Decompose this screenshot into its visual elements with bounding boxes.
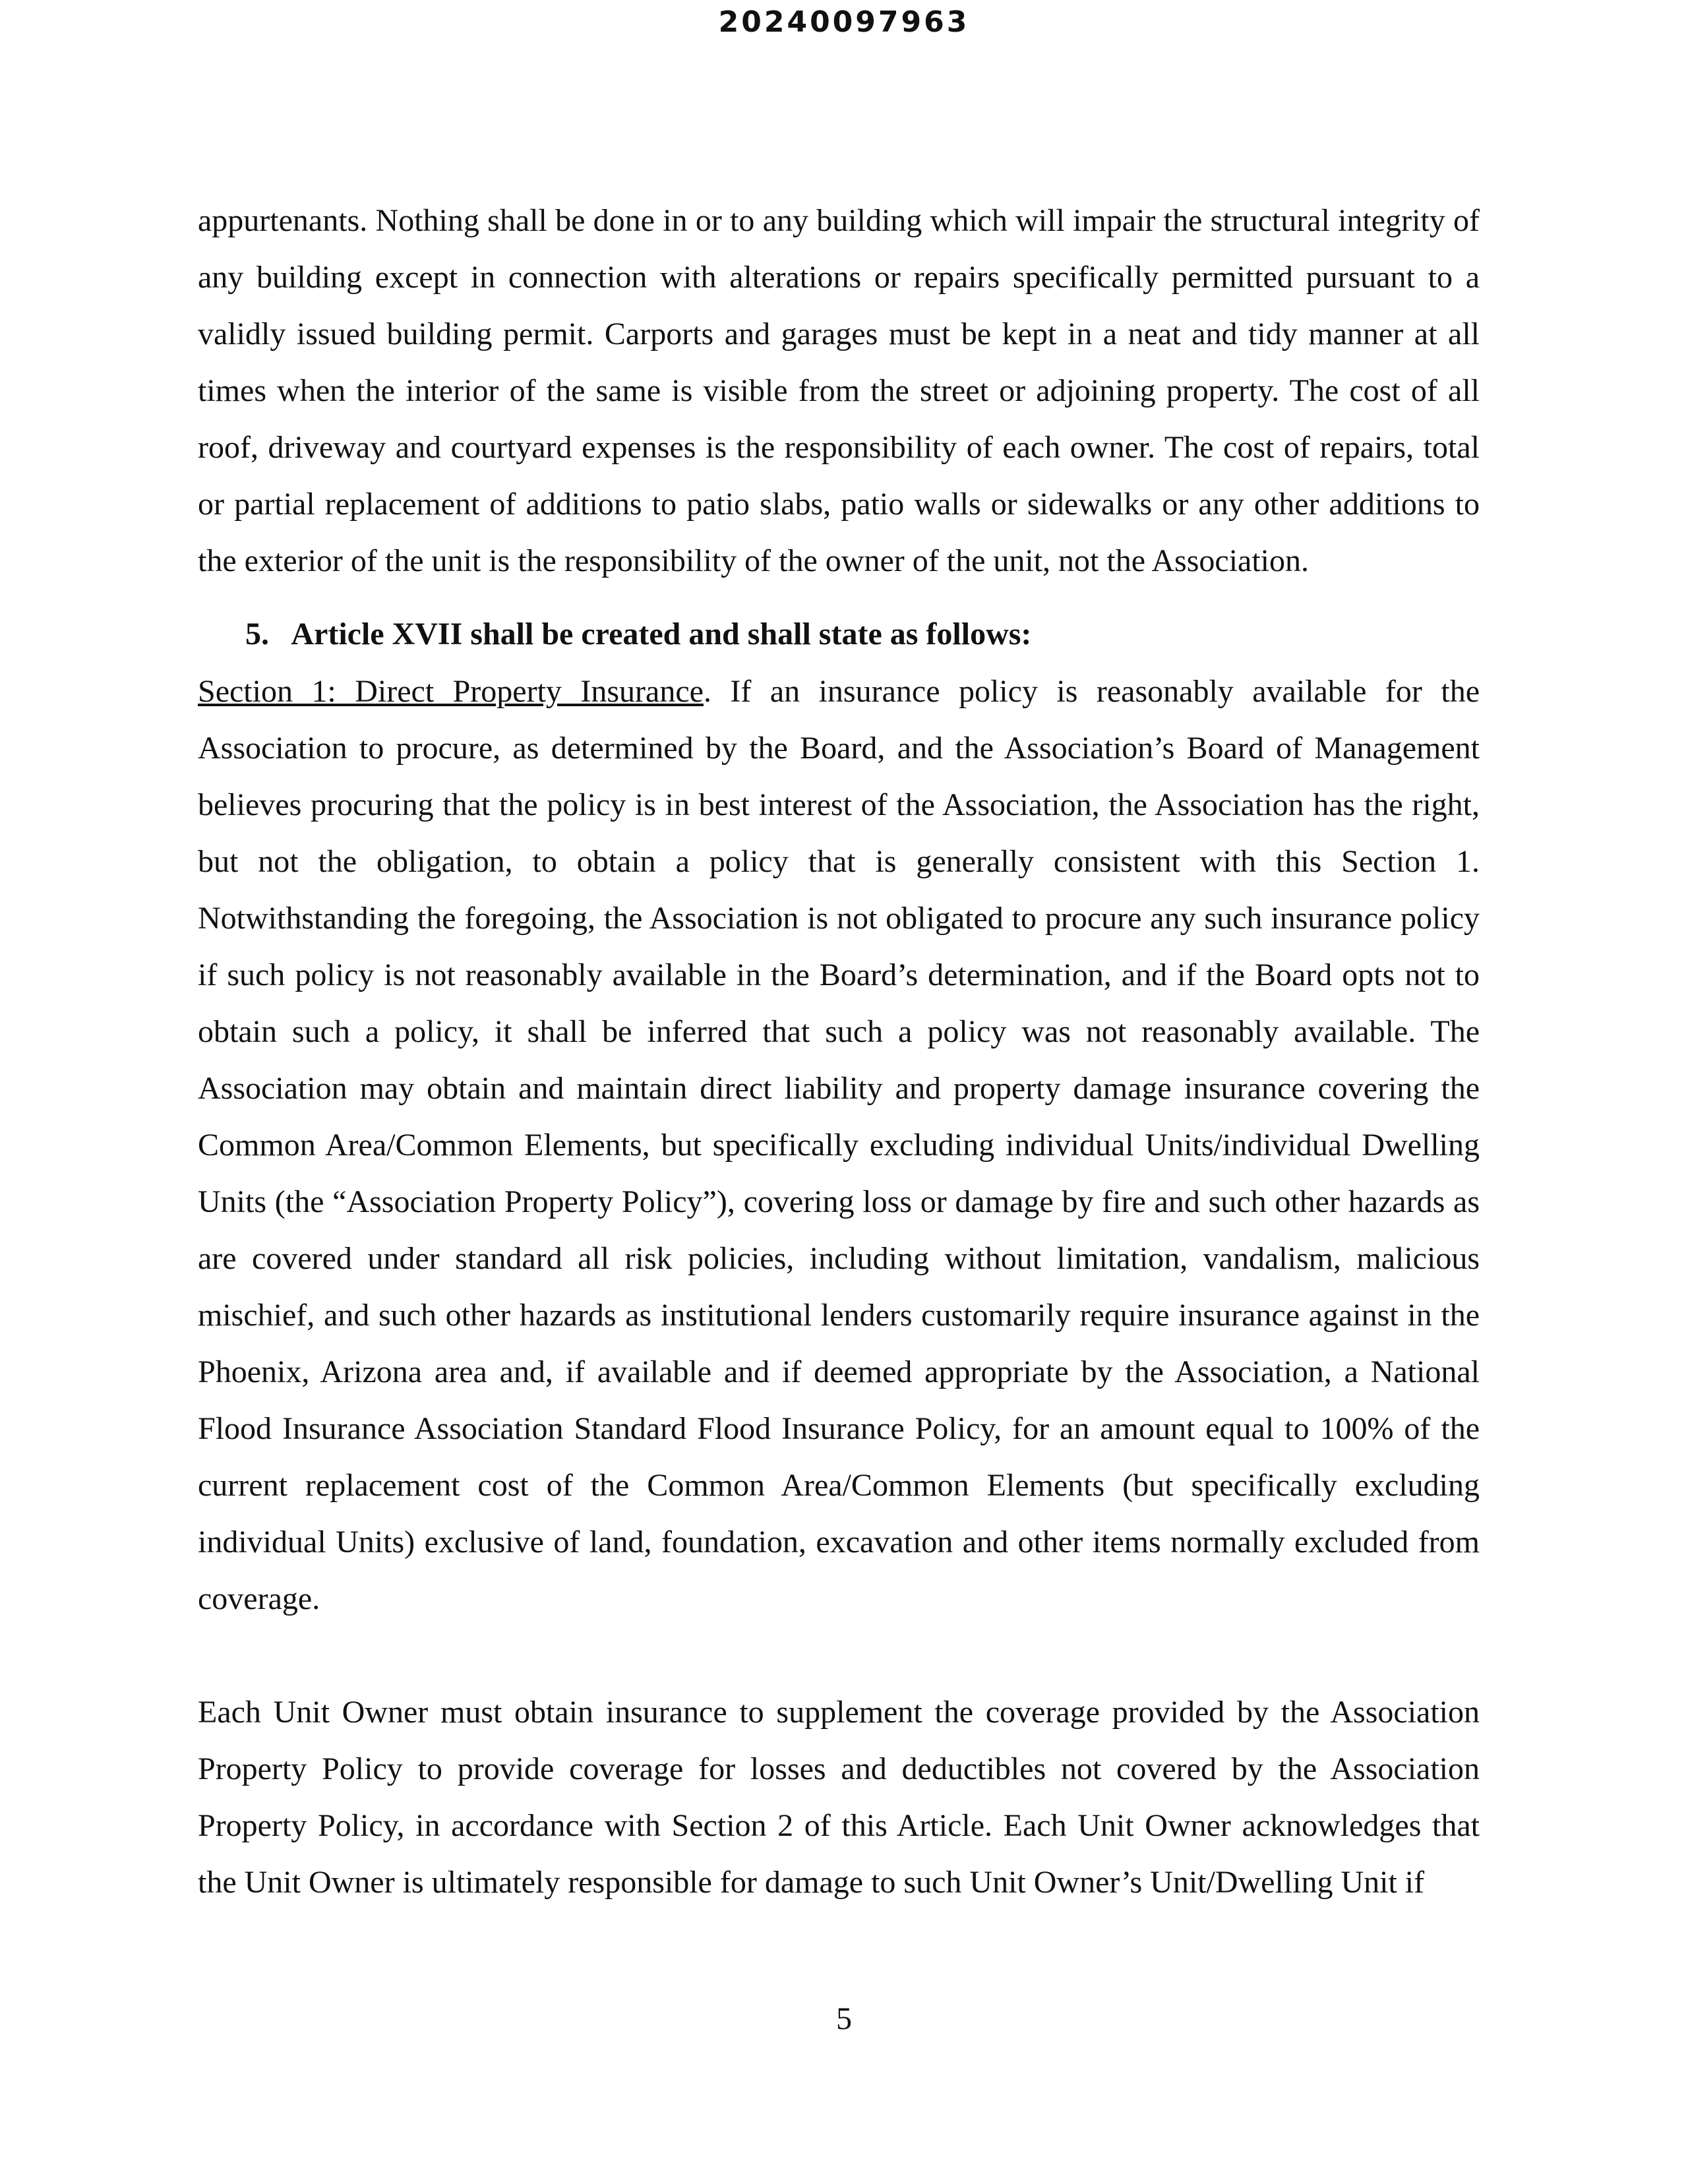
article-heading-text: Article XVII shall be created and shall state as follows:	[291, 617, 1032, 652]
paragraph-unit-owner: Each Unit Owner must obtain insurance to supplement the coverage provided by the Association Property Policy to provide coverage for losses and deductibles not covered by the Association Property Policy, in accordance with Section 2 of this Article. Each Unit Owner acknowledges that the Unit Owner is ultimately responsible for damage to such Unit Owner’s Unit/Dwelling Unit if	[198, 1695, 1480, 1900]
section-1-title: Section 1: Direct Property Insurance	[198, 674, 704, 709]
section-1-text: If an insurance policy is reasonably available for the Association to procure, as determined by the Board, and the Association’s Board of Management believes procuring that the policy is in best interest of the Association, the Association has the right, but not the obligation, to obtain a policy that is generally consistent with this Section 1. Notwithstanding the foregoing, the Association is not obligated to procure any such insurance policy if such policy is not reasonably available in the Board’s determination, and if the Board opts not to obtain such a policy, it shall be inferred that such a policy was not reasonably available. The Association may obtain and maintain direct liability and property damage insurance covering the Common Area/Common Elements, but specifically excluding individual Units/individual Dwelling Units (the “Association Property Policy”), covering loss or damage by fire and such other hazards as are covered under standard all risk policies, including without limitation, vandalism, malicious mischief, and such other hazards as institutional lenders customarily require insurance against in the Phoenix, Arizona area and, if available and if deemed appropriate by the Association, a National Flood Insurance Association Standard Flood Insurance Policy, for an amount equal to 100% of the current replacement cost of the Common Area/Common Elements (but specifically excluding individual Units) exclusive of land, foundation, excavation and other items normally excluded from coverage.	[198, 674, 1480, 1616]
page-number: 5	[836, 2001, 852, 2036]
document-number: 20240097963	[718, 5, 970, 39]
article-heading	[198, 605, 1480, 663]
article-item-number: 5.	[245, 617, 269, 652]
paragraph-maintenance: appurtenants. Nothing shall be done in or to any building which will impair the structural integrity of any building except in connection with alterations or repairs specifically permitted pursuant to a validly issued building permit. Carports and garages must be kept in a neat and tidy manner at all times when the interior of the same is visible from the street or adjoining property. The cost of all roof, driveway and courtyard expenses is the responsibility of each owner. The cost of repairs, total or partial replacement of additions to patio slabs, patio walls or sidewalks or any other additions to the exterior of the unit is the responsibility of the owner of the unit, not the Association.	[198, 203, 1480, 578]
document-body	[198, 193, 1480, 1911]
paragraph-section-1	[198, 663, 1480, 1627]
section-1-title-punct: .	[703, 674, 711, 709]
